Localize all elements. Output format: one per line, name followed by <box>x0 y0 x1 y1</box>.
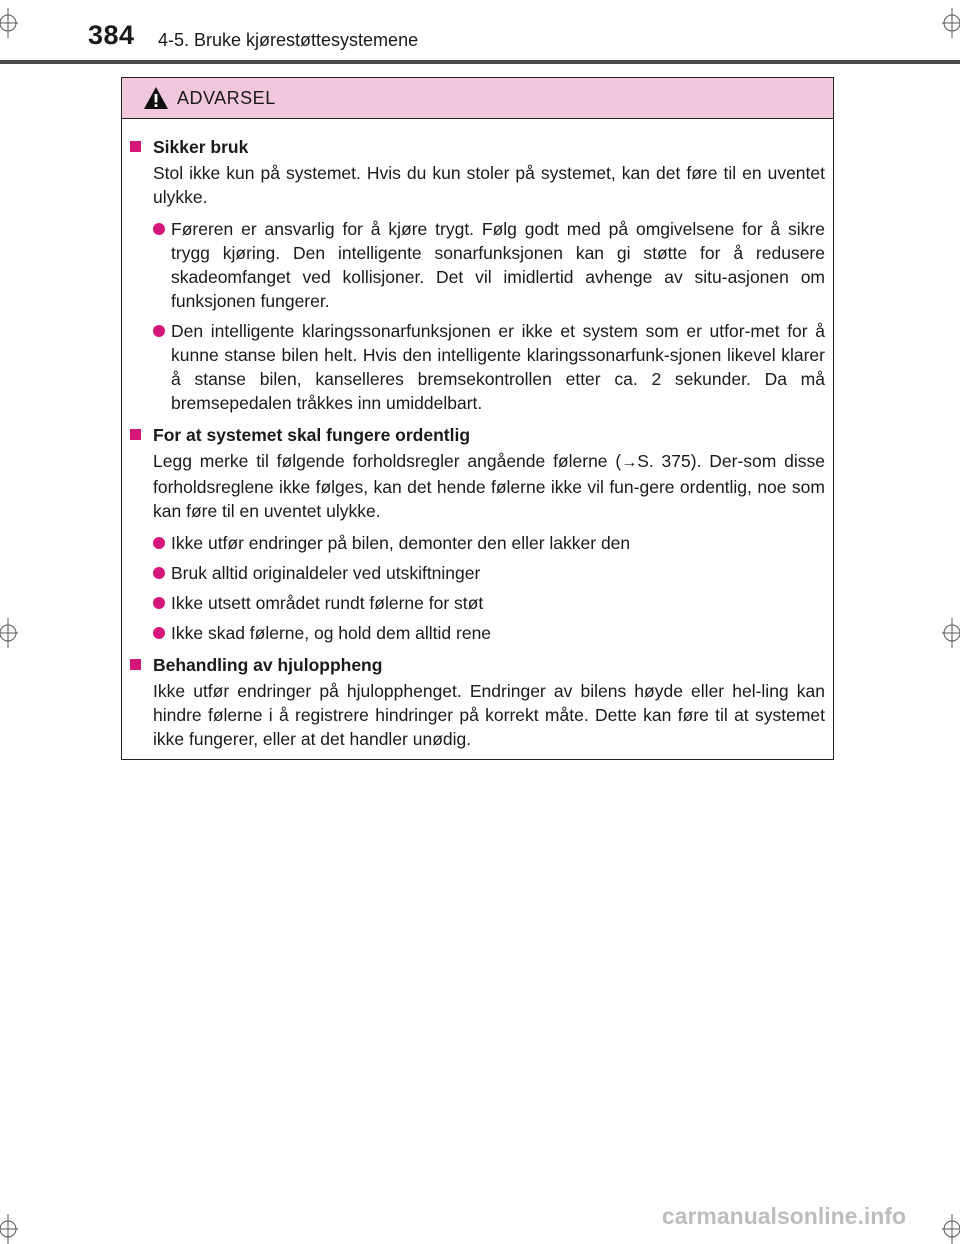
list-item: Føreren er ansvarlig for å kjøre trygt. Følg godt med på omgivelsene for å sikre trygg kjøring. Den intelligente sonarfunksjonen kan gi støtte for å redusere skadeomfanget ved kollisjoner. Det vil imidlertid avhenge av situ-asjonen om funksjonen fungerer. <box>130 217 825 313</box>
section-safe-use <box>130 135 825 415</box>
section-suspension <box>130 653 825 751</box>
section-heading: For at systemet skal fungere ordentlig <box>130 423 825 447</box>
crop-mark-bottom-right <box>930 1214 960 1244</box>
header-rule <box>0 60 960 64</box>
section-heading: Behandling av hjuloppheng <box>130 653 825 677</box>
warning-body <box>122 119 833 751</box>
circle-bullet-icon <box>153 325 165 337</box>
square-bullet-icon <box>130 429 141 440</box>
crop-mark-bottom-left <box>0 1214 30 1244</box>
section-paragraph: Stol ikke kun på systemet. Hvis du kun stoler på systemet, kan det føre til en uventet ulykke. <box>153 163 825 207</box>
circle-bullet-icon <box>153 627 165 639</box>
crop-mark-mid-right <box>930 618 960 648</box>
section-title: 4-5. Bruke kjørestøttesystemene <box>158 30 419 50</box>
section-proper-function <box>130 423 825 645</box>
warning-triangle-icon <box>143 86 169 115</box>
list-item: Ikke utfør endringer på bilen, demonter den eller lakker den <box>130 531 825 555</box>
list-item: Ikke utsett området rundt følerne for støt <box>130 591 825 615</box>
section-paragraph: Ikke utfør endringer på hjulopphenget. Endringer av bilens høyde eller hel-ling kan hindre følerne i å registrere hindringer på korrekt måte. Dette kan føre til at systemet ikke fungerer, eller at det handler unødig. <box>153 681 825 749</box>
list-item: Ikke skad følerne, og hold dem alltid rene <box>130 621 825 645</box>
circle-bullet-icon <box>153 537 165 549</box>
section-heading: Sikker bruk <box>130 135 825 159</box>
warning-header <box>122 78 833 119</box>
page-number: 384 <box>88 20 135 50</box>
circle-bullet-icon <box>153 223 165 235</box>
crop-mark-top-left <box>0 8 30 38</box>
arrow-right-icon: → <box>621 454 638 471</box>
circle-bullet-icon <box>153 597 165 609</box>
crop-mark-mid-left <box>0 618 30 648</box>
watermark: carmanualsonline.info <box>661 1203 906 1229</box>
square-bullet-icon <box>130 659 141 670</box>
warning-box <box>121 77 834 760</box>
list-item: Den intelligente klaringssonarfunksjonen er ikke et system som er utfor-met for å kunne stanse bilen helt. Hvis den intelligente klaringssonarfunk-sjonen likevel klarer å stanse bilen, kanselleres bremsekontrollen etter ca. 2 sekunder. Da må bremsepedalen tråkkes inn umiddelbart. <box>130 319 825 415</box>
warning-label: ADVARSEL <box>177 88 276 108</box>
list-item: Bruk alltid originaldeler ved utskiftninger <box>130 561 825 585</box>
crop-mark-top-right <box>930 8 960 38</box>
circle-bullet-icon <box>153 567 165 579</box>
section-paragraph: Legg merke til følgende forholdsregler angående følerne (→S. 375). Der-som disse forholdsreglene ikke følges, kan det hende følerne ikke vil fun-gere ordentlig, noe som kan føre til en uventet ulykke. <box>153 451 826 521</box>
square-bullet-icon <box>130 141 141 152</box>
